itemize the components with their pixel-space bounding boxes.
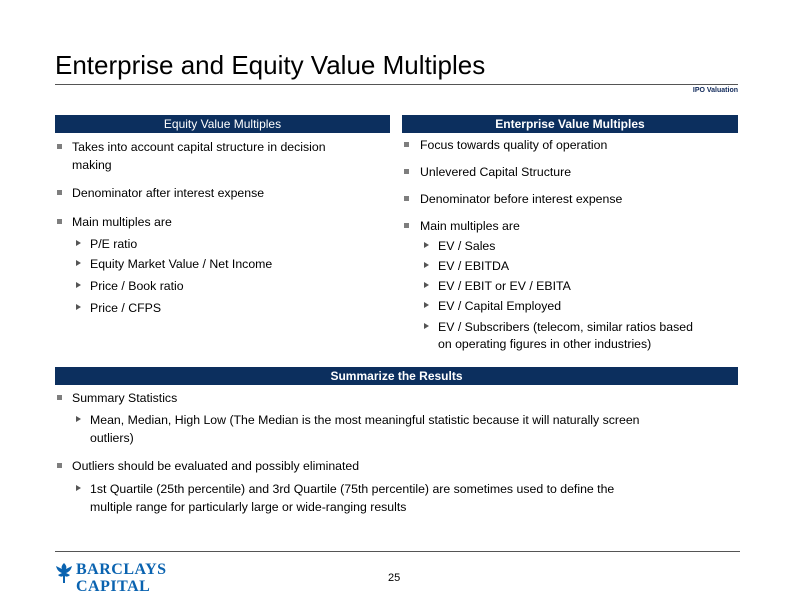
bullet-triangle-icon: [76, 240, 81, 246]
equity-heading: Equity Value Multiples: [163, 117, 282, 131]
section-label: IPO Valuation: [692, 87, 738, 94]
equity-bullet-2: Denominator after interest expense: [72, 186, 265, 200]
title-divider: [55, 84, 738, 85]
equity-bullet-3: Main multiples are: [72, 215, 172, 229]
enterprise-bullet-1: Focus towards quality of operation: [420, 138, 608, 152]
equity-bullet-1: Takes into account capital structure in decision: [72, 140, 326, 154]
summary-heading: Summarize the Results: [330, 369, 463, 383]
page-number: 25: [388, 572, 401, 584]
equity-bullet-1-cont: making: [72, 158, 112, 172]
enterprise-sub-5: EV / Subscribers (telecom, similar ratios based: [438, 320, 693, 334]
equity-sub-1: P/E ratio: [90, 237, 138, 251]
bullet-square-icon: [57, 219, 62, 224]
page-title: Enterprise and Equity Value Multiples: [55, 50, 486, 80]
enterprise-sub-4: EV / Capital Employed: [438, 299, 562, 313]
bullet-square-icon: [57, 395, 62, 400]
equity-heading-bar: [55, 115, 390, 133]
enterprise-bullet-4: Main multiples are: [420, 219, 520, 233]
summary-sub-2-cont: multiple range for particularly large or wide-ranging results: [90, 500, 407, 514]
enterprise-sub-1: EV / Sales: [438, 239, 496, 253]
enterprise-sub-5-cont: on operating figures in other industries): [438, 337, 652, 351]
summary-sub-1-cont: outliers): [90, 431, 134, 445]
enterprise-heading-bar: [402, 115, 738, 133]
bullet-triangle-icon: [76, 485, 81, 491]
bullet-square-icon: [404, 223, 409, 228]
bullet-triangle-icon: [424, 302, 429, 308]
logo-line-1: BARCLAYS: [76, 561, 167, 578]
bullet-triangle-icon: [424, 282, 429, 288]
enterprise-sub-3: EV / EBIT or EV / EBITA: [438, 279, 571, 293]
bullet-triangle-icon: [76, 416, 81, 422]
bullet-square-icon: [57, 463, 62, 468]
summary-bullet-1: Summary Statistics: [72, 391, 178, 405]
bullet-triangle-icon: [76, 304, 81, 310]
enterprise-heading: Enterprise Value Multiples: [495, 117, 645, 131]
equity-sub-2: Equity Market Value / Net Income: [90, 257, 273, 271]
brand-logo: [76, 561, 167, 595]
footer-divider: [55, 551, 740, 552]
equity-sub-3: Price / Book ratio: [90, 279, 184, 293]
equity-sub-4: Price / CFPS: [90, 301, 162, 315]
bullet-square-icon: [57, 144, 62, 149]
bullet-triangle-icon: [76, 260, 81, 266]
bullet-triangle-icon: [424, 242, 429, 248]
bullet-square-icon: [404, 196, 409, 201]
summary-sub-2: 1st Quartile (25th percentile) and 3rd Quartile (75th percentile) are sometimes used to define the: [90, 482, 615, 496]
bullet-triangle-icon: [424, 262, 429, 268]
summary-bullet-2: Outliers should be evaluated and possibly eliminated: [72, 459, 360, 473]
bullet-square-icon: [57, 190, 62, 195]
enterprise-bullet-2: Unlevered Capital Structure: [420, 165, 572, 179]
logo-line-2: CAPITAL: [76, 578, 151, 595]
bullet-triangle-icon: [424, 323, 429, 329]
bullet-square-icon: [404, 169, 409, 174]
bullet-square-icon: [404, 142, 409, 147]
summary-sub-1: Mean, Median, High Low (The Median is the most meaningful statistic because it will naturally screen: [90, 413, 640, 427]
summary-heading-bar: [55, 367, 738, 385]
eagle-logo-icon: [54, 562, 74, 584]
enterprise-sub-2: EV / EBITDA: [438, 259, 510, 273]
enterprise-bullet-3: Denominator before interest expense: [420, 192, 623, 206]
bullet-triangle-icon: [76, 282, 81, 288]
